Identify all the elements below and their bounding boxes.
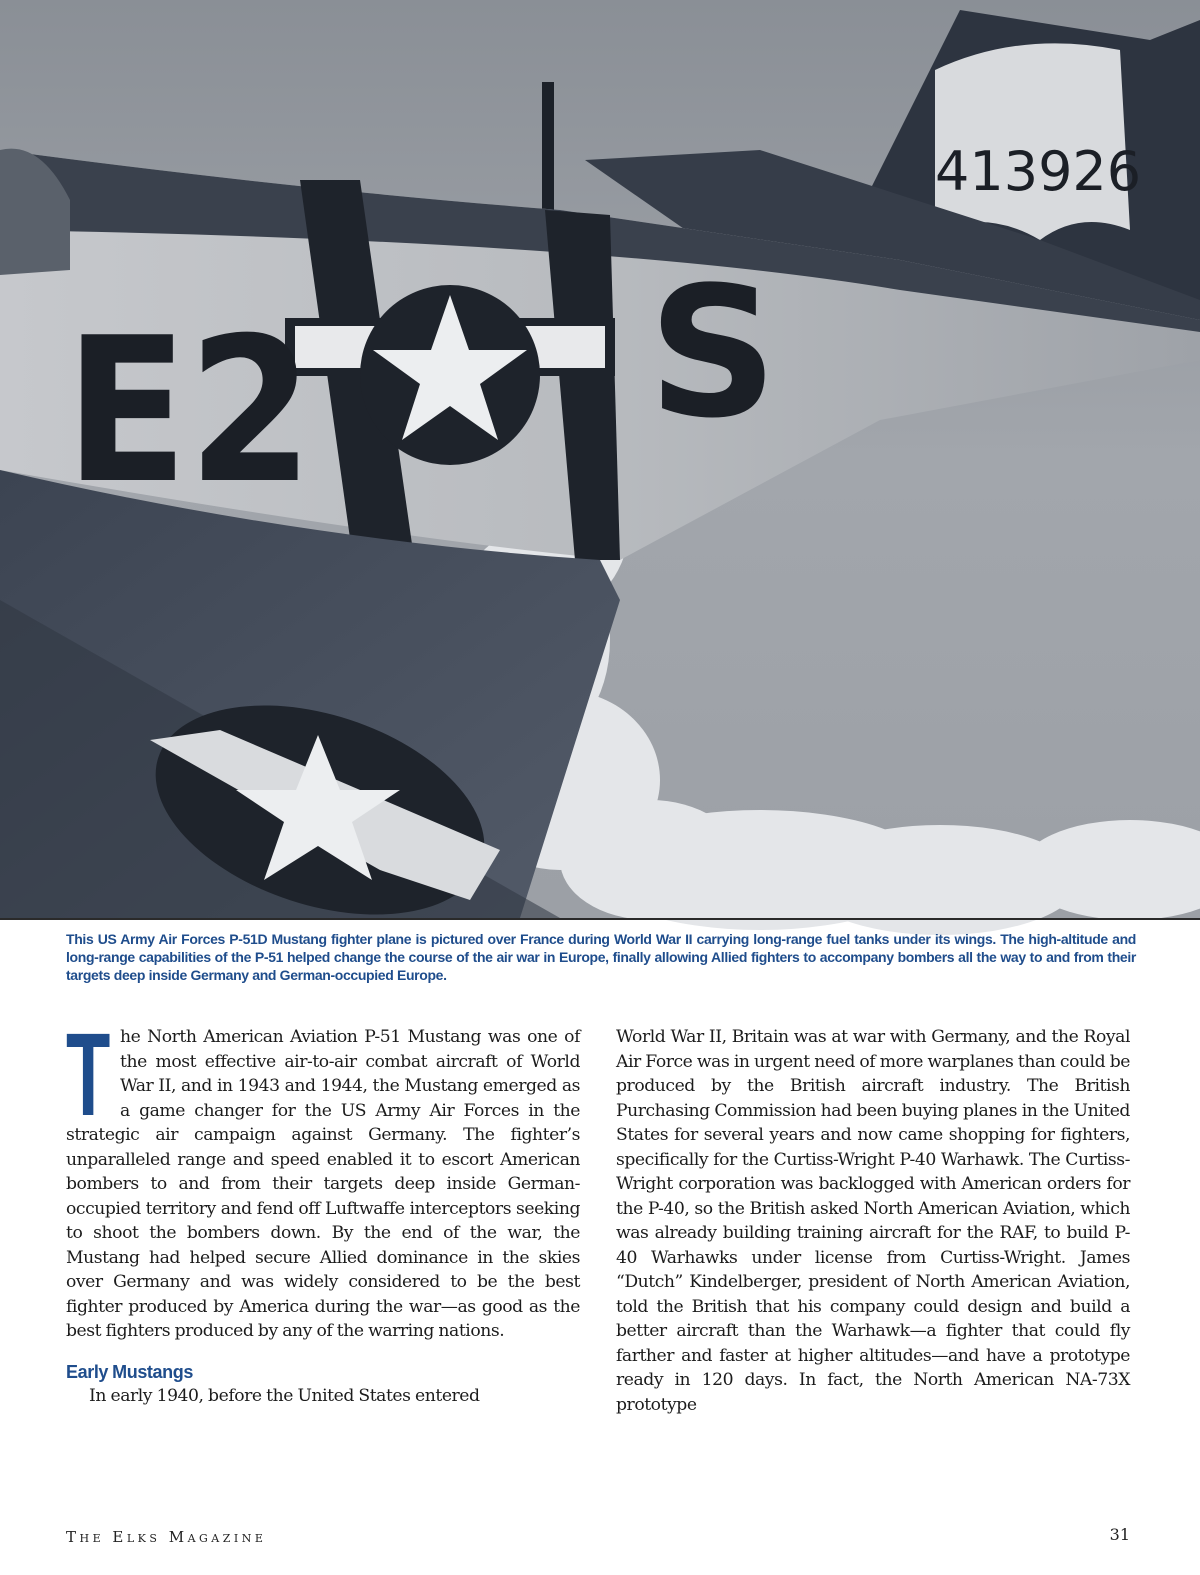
article-column-left xyxy=(66,1009,580,1408)
intro-paragraph xyxy=(66,1009,580,1344)
photo-caption: This US Army Air Forces P-51D Mustang fighter plane is pictured over France during World War II carrying long-range fuel tanks under its wings. The high-altitude and long-range capabilities of the P-51 helped change the course of the air war in Europe, finally allowing Allied fighters to accompany bombers all the way to and from their targets deep inside Germany and German-occupied Europe. xyxy=(66,931,1136,983)
svg-text:T: T xyxy=(66,1009,110,1141)
tail-number: 413926 xyxy=(935,140,1142,203)
section-heading: Early Mustangs xyxy=(66,1361,193,1382)
article-column-right xyxy=(616,1025,1130,1417)
paragraph-2-continued: World War II, Britain was at war with Germany, and the Royal Air Force was in urgent need of more warplanes than could be produced by the British aircraft industry. The British Purchasing Commission had been buying planes in the United States for several years and now came shopping for fighters, specifically for the Curtiss-Wright P-40 Warhawk. The Curtiss-Wright corporation was backlogged with American orders for the P-40, so the British asked North American Aviation, which was already building training aircraft for the RAF, to build P-40 Warhawks under license from Curtiss-Wright. James “Dutch” Kindelberger, president of North American Aviation, told the British that his company could design and build a better aircraft than the Warhawk—a fighter that could fly farther and faster at higher altitudes—and have a prototype ready in 120 days. In fact, the North American NA-73X prototype xyxy=(616,1027,1130,1415)
page-number: 31 xyxy=(1109,1525,1130,1544)
intro-text: he North American Aviation P-51 Mustang was one of the most effective air-to-air combat aircraft of World War II, and in 1943 and 1944, the Mustang emerged as a game changer for the US Army Air Forces in the strategic air campaign against Germany. The fighter’s unparalleled range and speed enabled it to escort American bombers to and from their targets deep inside German-occupied territory and fend off Luftwaffe interceptors seeking to shoot the bombers down. By the end of the war, the Mustang had helped secure Allied dominance in the skies over Germany and was widely considered to be the best fighter produced by America during the war—as good as the best fighters produced by any of the warring nations. xyxy=(66,1027,580,1341)
magazine-name: THE ELKS MAGAZINE xyxy=(66,1528,267,1546)
dropcap xyxy=(66,1009,110,1141)
paragraph-2-start: In early 1940, before the United States entered xyxy=(89,1385,480,1406)
svg-text:E2: E2 xyxy=(65,295,314,528)
svg-text:S: S xyxy=(648,249,778,458)
photo-divider xyxy=(0,918,1200,920)
